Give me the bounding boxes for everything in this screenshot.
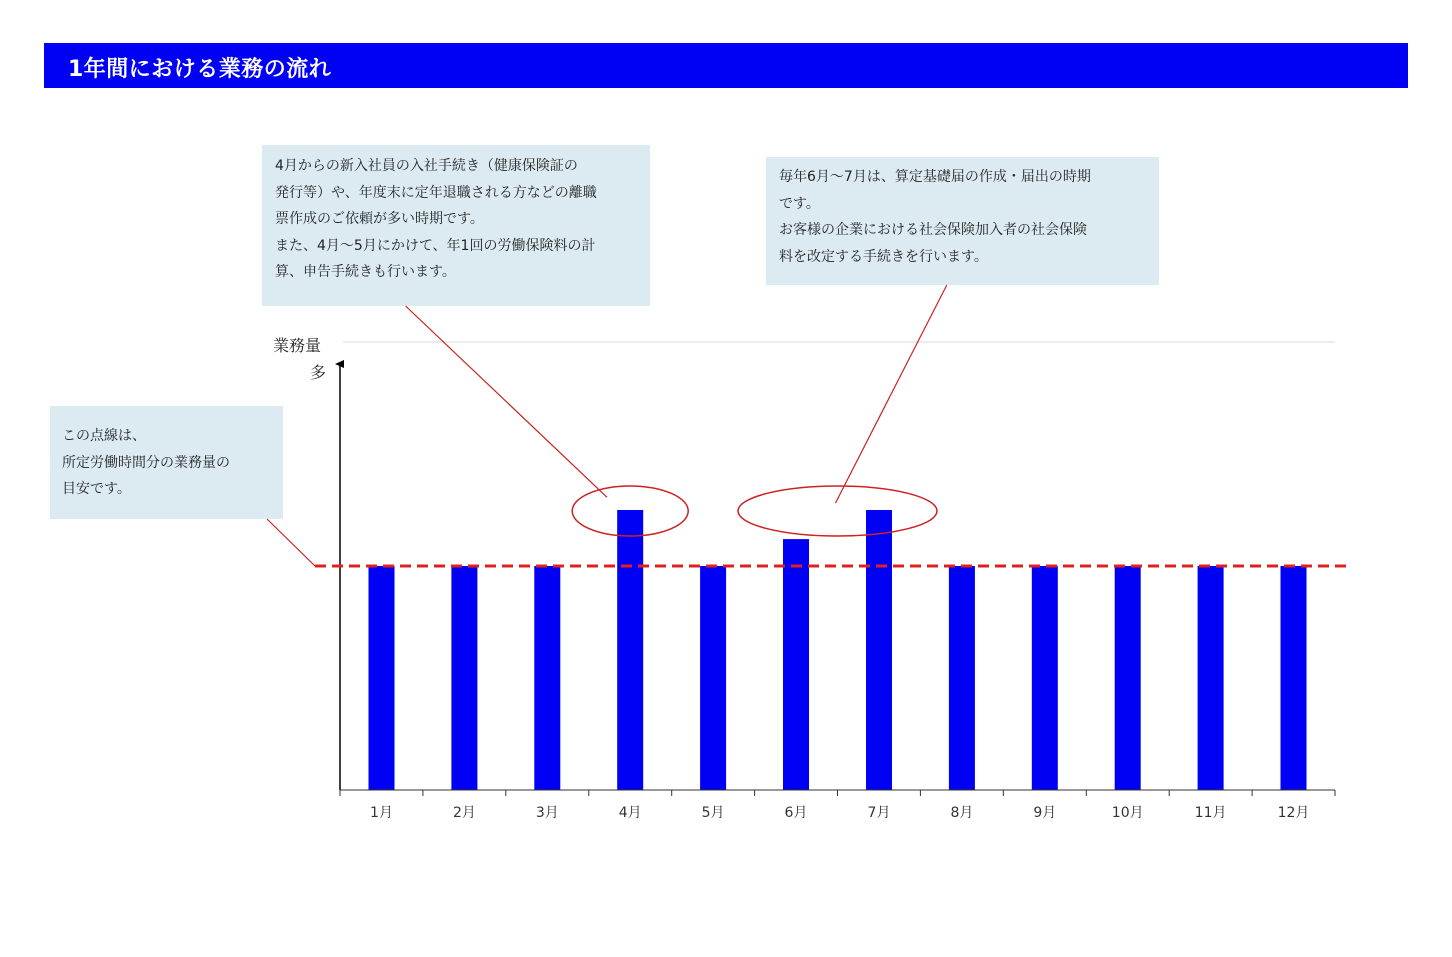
x-tick-label: 2月 (452, 805, 476, 821)
callout-april-line: 発行等）や、年度末に定年退職される方などの離職 (275, 184, 597, 201)
x-tick-label: 5月 (701, 805, 725, 821)
y-axis-label: 業務量 (273, 336, 322, 355)
x-tick-label: 3月 (535, 805, 559, 821)
bar-1 (369, 566, 395, 790)
leader-line-june-july (836, 285, 947, 503)
highlight-ellipse-summer (738, 486, 937, 536)
bar-7 (866, 510, 892, 790)
callout-april-line: 票作成のご依頼が多い時期です。 (275, 211, 484, 227)
bar-10 (1115, 566, 1141, 790)
bar-3 (534, 566, 560, 790)
bar-2 (451, 566, 477, 790)
callout-dashed-line-note-line: 目安です。 (62, 481, 131, 497)
bar-8 (949, 566, 975, 790)
x-tick-label: 10月 (1111, 805, 1144, 821)
x-tick-label: 8月 (950, 805, 974, 821)
x-tick-label: 11月 (1194, 805, 1227, 821)
leader-layer (267, 285, 947, 566)
leader-line-april (406, 306, 607, 497)
bar-9 (1032, 566, 1058, 790)
callout-dashed-line-note-line: この点線は、 (62, 428, 146, 444)
page-title: 1年間における業務の流れ (68, 57, 332, 82)
bar-4 (617, 510, 643, 790)
x-tick-labels (370, 805, 1309, 821)
bars-layer (369, 510, 1307, 790)
x-tick-label: 1月 (370, 805, 393, 821)
bar-12 (1281, 566, 1307, 790)
bar-5 (700, 566, 726, 790)
bar-6 (783, 539, 809, 790)
x-ticks (340, 790, 1335, 796)
callout-june-july-line: 料を改定する手続きを行います。 (779, 248, 988, 265)
callout-april-line: 算、申告手続きも行います。 (275, 264, 456, 280)
callout-june-july-line: 毎年6月～7月は、算定基礎届の作成・届出の時期 (779, 169, 1091, 185)
callout-april-line: また、4月～5月にかけて、年1回の労働保険料の計 (275, 237, 596, 254)
y-axis-marker: 多 (310, 363, 327, 382)
callout-april-line: 4月からの新入社員の入社手続き（健康保険証の (275, 158, 578, 174)
callout-dashed-line-note-line: 所定労働時間分の業務量の (62, 454, 230, 471)
bar-11 (1198, 566, 1224, 790)
callout-june-july-line: です。 (779, 195, 820, 212)
x-tick-label: 6月 (784, 805, 808, 821)
callout-june-july-line: お客様の企業における社会保険加入者の社会保険 (779, 222, 1087, 238)
axis-layer (340, 364, 1335, 790)
x-tick-label: 9月 (1033, 805, 1057, 821)
x-tick-label: 4月 (618, 805, 642, 821)
x-tick-label: 7月 (867, 805, 891, 821)
leader-line-dashed-note (267, 519, 315, 566)
x-tick-label: 12月 (1277, 805, 1310, 821)
